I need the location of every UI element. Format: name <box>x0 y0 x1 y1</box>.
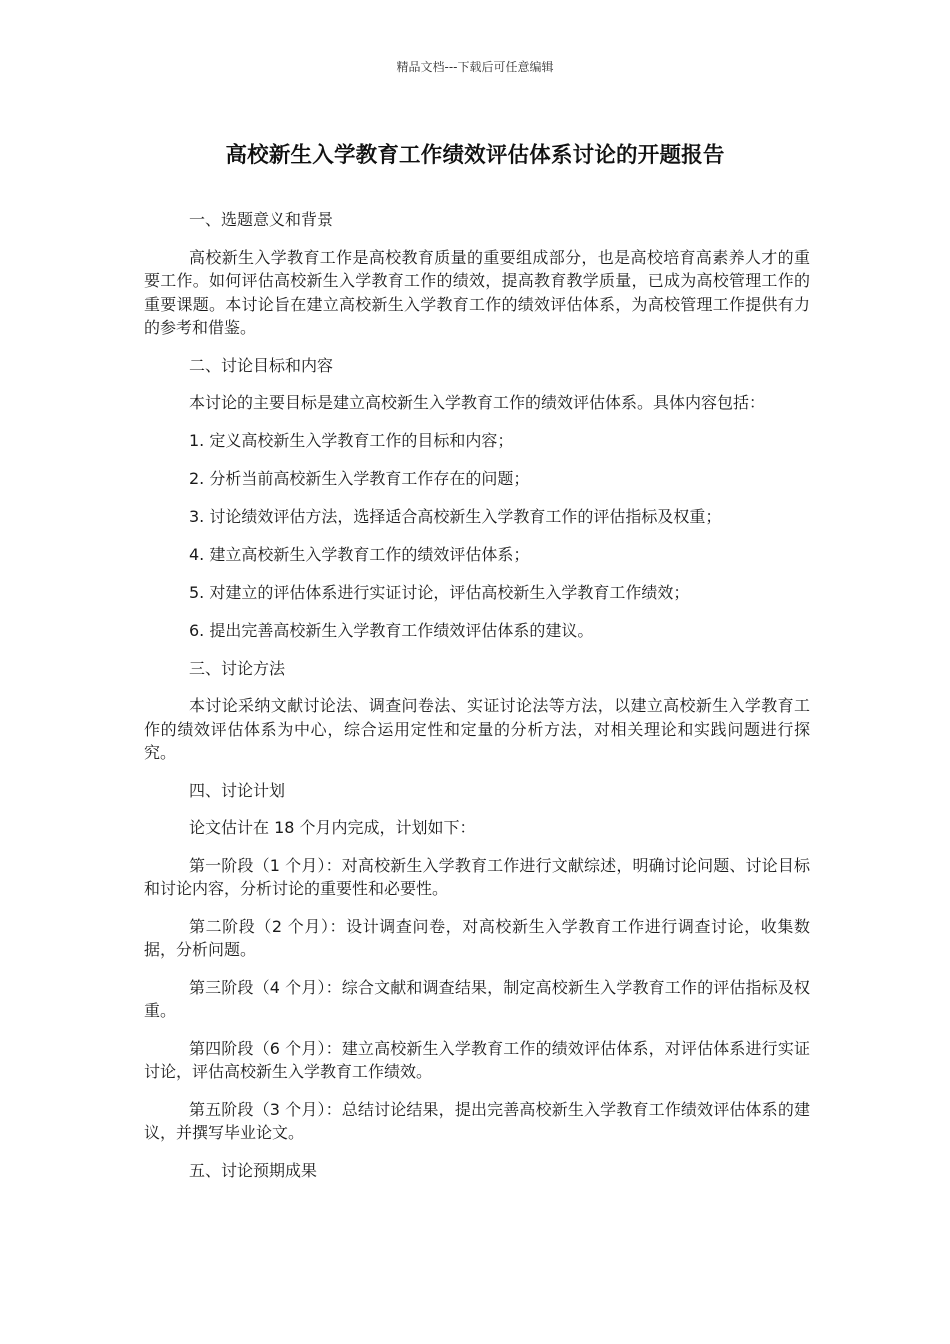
section-heading-5: 五、讨论预期成果 <box>189 1160 318 1180</box>
paragraph-plan-intro: 论文估计在 18 个月内完成，计划如下： <box>189 818 476 837</box>
list-item-3: 3. 讨论绩效评估方法，选择适合高校新生入学教育工作的评估指标及权重； <box>189 506 722 526</box>
section-heading-2: 二、讨论目标和内容 <box>189 355 334 375</box>
list-item-4: 4. 建立高校新生入学教育工作的绩效评估体系； <box>189 544 530 564</box>
header-note: 精品文档---下载后可任意编辑 <box>396 60 554 74</box>
paragraph-background: 高校新生入学教育工作是高校教育质量的重要组成部分，也是高校培育高素养人才的重要工作。如何评估高校新生入学教育工作的绩效，提高教育教学质量，已成为高校管理工作的重要课题。本讨论旨在建立高校新生入学教育工作的绩效评估体系，为高校管理工作提供有力的参考和借鉴。 <box>144 247 810 337</box>
paragraph-methods: 本讨论采纳文献讨论法、调查问卷法、实证讨论法等方法，以建立高校新生入学教育工作的绩效评估体系为中心，综合运用定性和定量的分析方法，对相关理论和实践问题进行探究。 <box>144 696 810 762</box>
plan-stage-5: 第五阶段（3 个月）：总结讨论结果，提出完善高校新生入学教育工作绩效评估体系的建议，并撰写毕业论文。 <box>144 1099 810 1142</box>
section-heading-1: 一、选题意义和背景 <box>189 210 334 229</box>
list-item-6: 6. 提出完善高校新生入学教育工作绩效评估体系的建议。 <box>189 620 594 640</box>
section-heading-4: 四、讨论计划 <box>189 780 286 800</box>
plan-stage-2: 第二阶段（2 个月）：设计调查问卷，对高校新生入学教育工作进行调查讨论，收集数据，分析问题。 <box>144 916 810 959</box>
document-body <box>144 208 810 1196</box>
plan-stage-3: 第三阶段（4 个月）：综合文献和调查结果，制定高校新生入学教育工作的评估指标及权重。 <box>144 977 810 1020</box>
list-item-2: 2. 分析当前高校新生入学教育工作存在的问题； <box>189 468 530 488</box>
plan-stage-4: 第四阶段（6 个月）：建立高校新生入学教育工作的绩效评估体系，对评估体系进行实证讨论，评估高校新生入学教育工作绩效。 <box>144 1038 810 1081</box>
list-item-5: 5. 对建立的评估体系进行实证讨论，评估高校新生入学教育工作绩效； <box>189 582 690 602</box>
plan-stage-1: 第一阶段（1 个月）：对高校新生入学教育工作进行文献综述，明确讨论问题、讨论目标和讨论内容，分析讨论的重要性和必要性。 <box>144 855 810 898</box>
document-title: 高校新生入学教育工作绩效评估体系讨论的开题报告 <box>225 143 725 168</box>
list-item-1: 1. 定义高校新生入学教育工作的目标和内容； <box>189 430 514 450</box>
section-heading-3: 三、讨论方法 <box>189 658 286 678</box>
paragraph-objectives-intro: 本讨论的主要目标是建立高校新生入学教育工作的绩效评估体系。具体内容包括： <box>189 393 766 412</box>
